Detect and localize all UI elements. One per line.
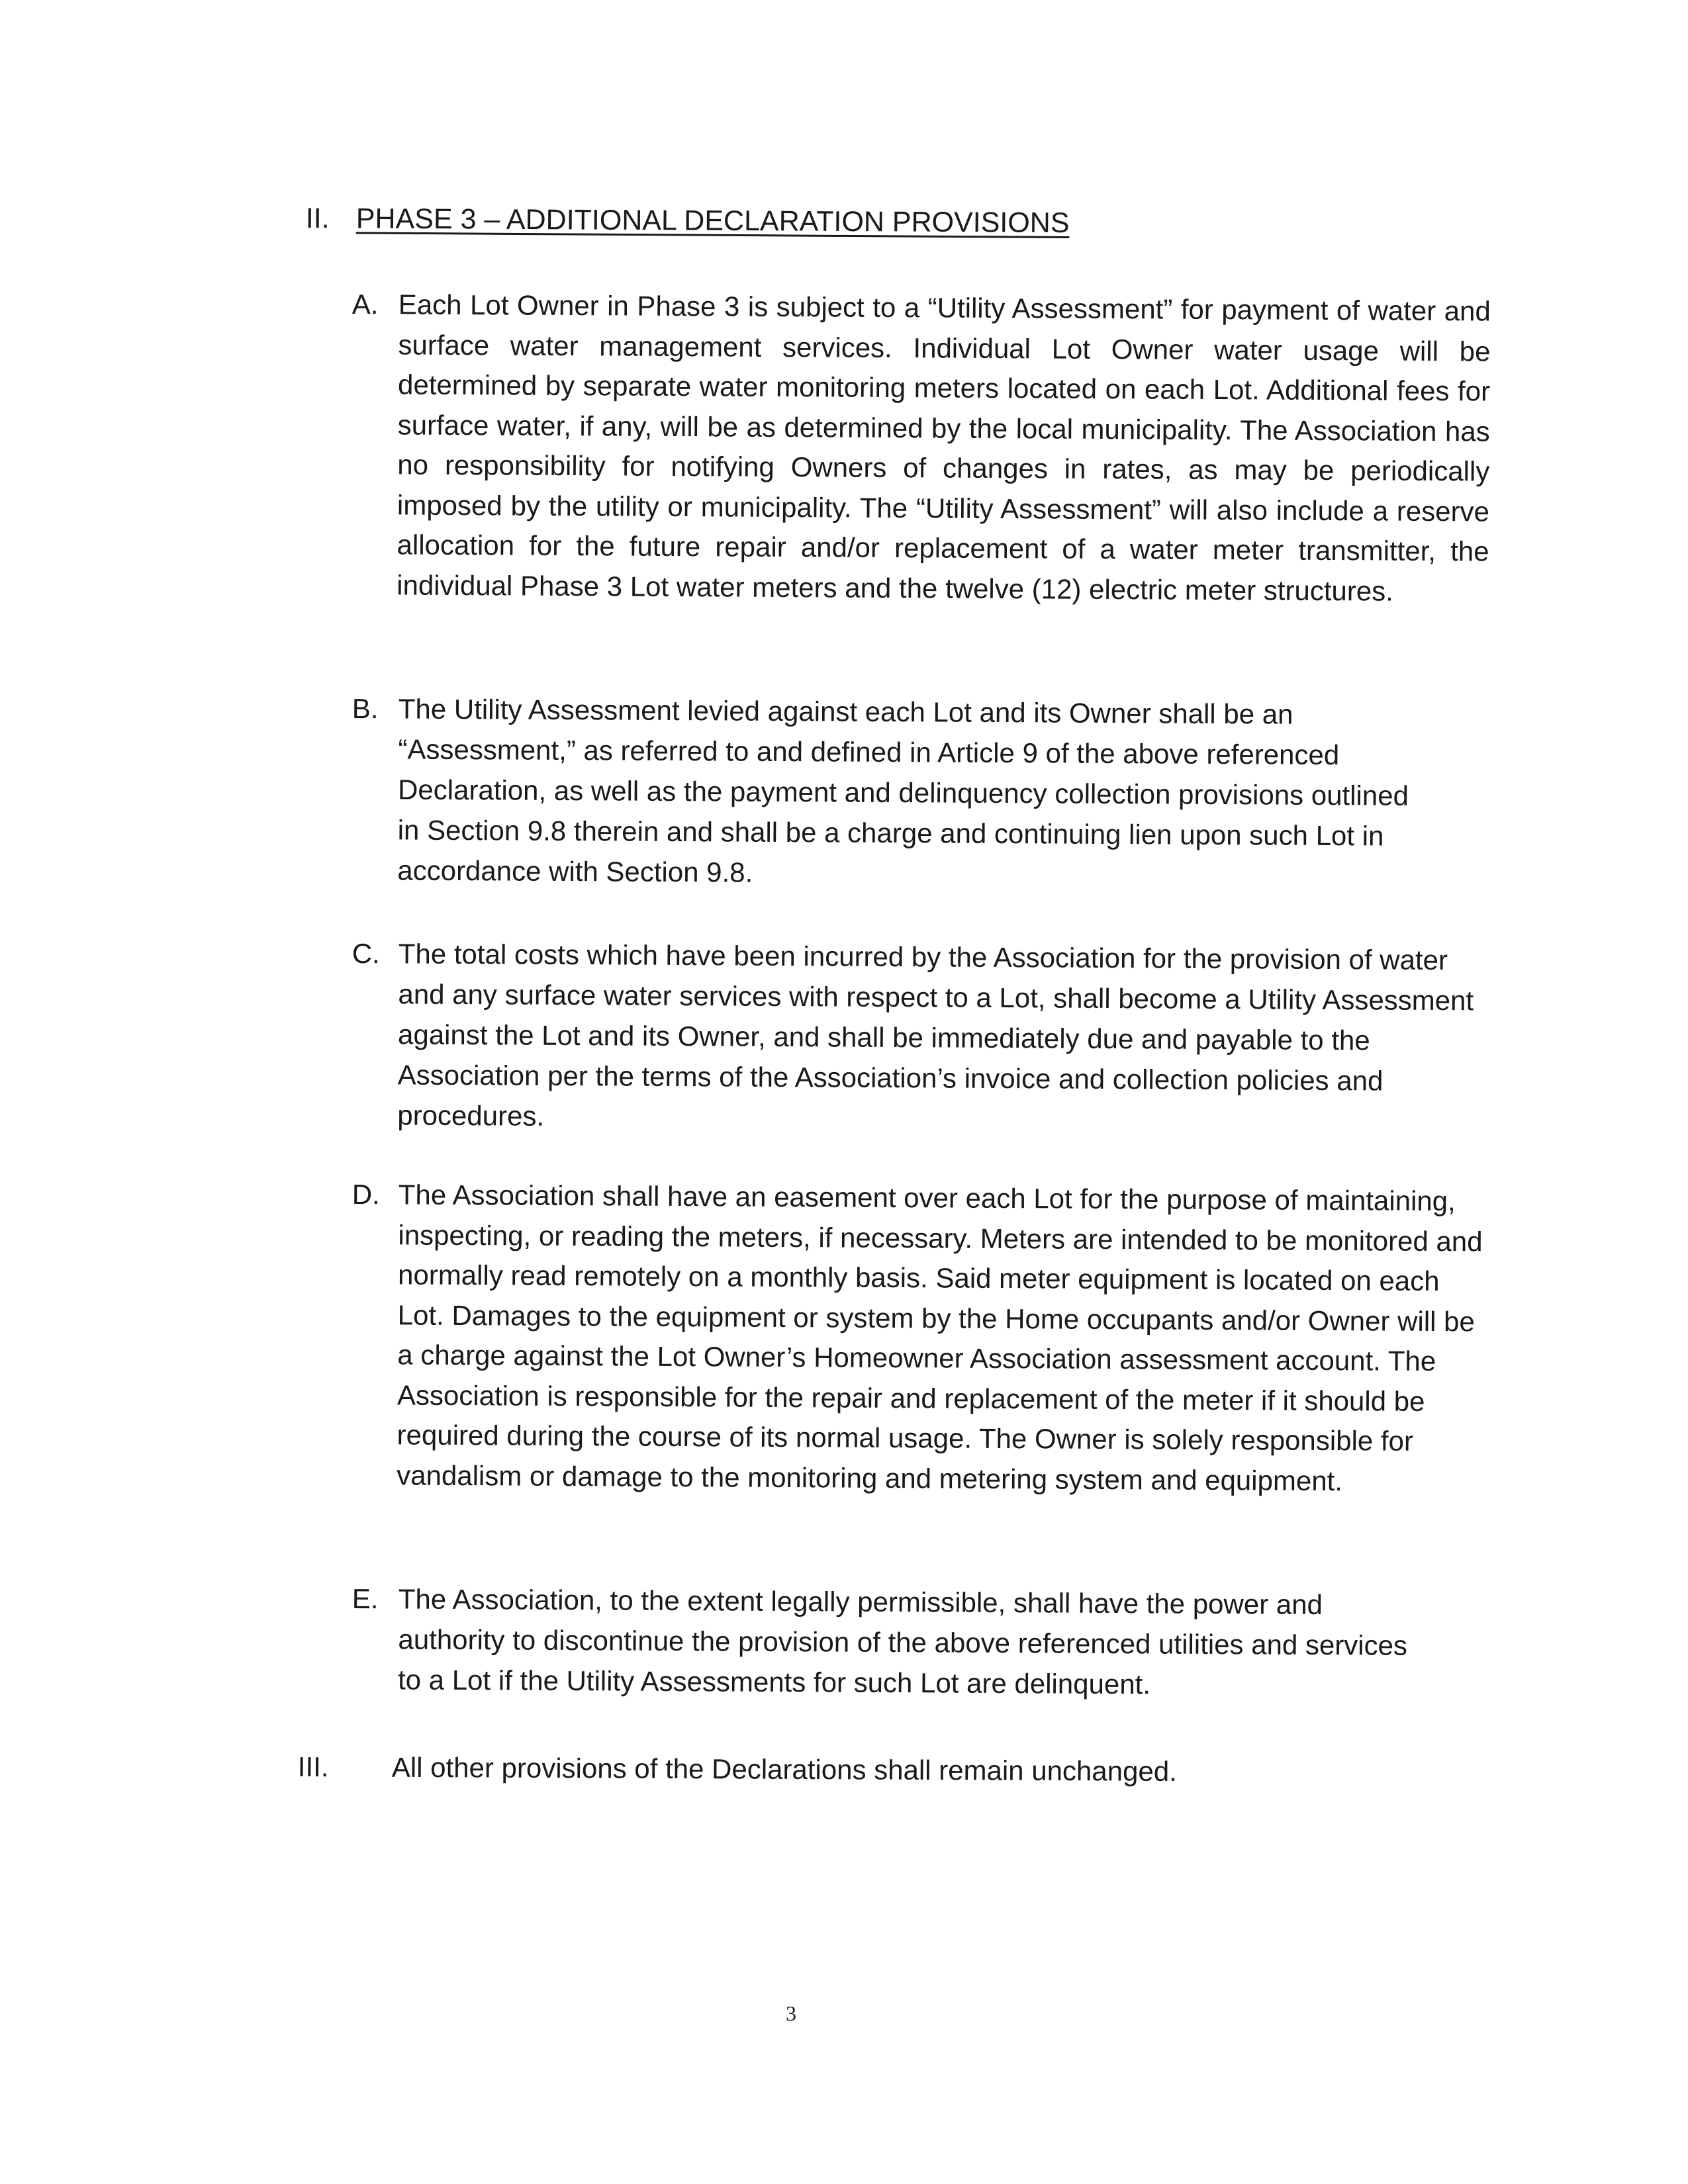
provision-a — [350, 285, 1491, 612]
provision-a-letter: A. — [352, 288, 379, 320]
provision-d-letter: D. — [352, 1178, 380, 1210]
section-iii-text: All other provisions of the Declarations shall remain unchanged. — [391, 1751, 1177, 1787]
section-ii-title: PHASE 3 – ADDITIONAL DECLARATION PROVISIONS — [355, 203, 1070, 240]
section-iii-numeral: III. — [297, 1751, 329, 1783]
section-ii-heading — [306, 199, 1431, 245]
provision-c — [351, 933, 1491, 1142]
provision-d-text: The Association shall have an easement over each Lot for the purpose of maintaining, inspecting, or reading the meters, if necessary. Meters are intended to be monitored and normally read remotely on a monthly basis. Said meter equipment is located on each Lot. Damages to the equipment or system by the Home occupants and/or Owner will be a charge against the Lot Owner’s Homeowner Association assessment account. The Association is responsible for the repair and replacement of the meter if it should be required during the course of its normal usage. The Owner is solely responsible for vandalism or damage to the monitoring and metering system and equipment. — [397, 1179, 1483, 1496]
section-iii — [298, 1747, 1489, 1793]
provision-b — [351, 688, 1491, 897]
provision-d — [350, 1175, 1491, 1502]
provision-e — [352, 1578, 1491, 1707]
provision-e-letter: E. — [352, 1582, 379, 1615]
provision-c-letter: C. — [352, 937, 380, 970]
provision-b-text: The Utility Assessment levied against each Lot and its Owner shall be an “Assessment,” as referred to and defined in Article 9 of the above referenced Declaration, as well as the payment and delinquency collection provisions outlined in Section 9.8 therein and shall be a charge and continuing lien upon such Lot in accordance with Section 9.8. — [397, 693, 1409, 888]
page-number: 3 — [786, 2001, 796, 2025]
section-ii-numeral: II. — [305, 202, 330, 235]
provision-c-text: The total costs which have been incurred by the Association for the provision of water and any surface water services with respect to a Lot, shall become a Utility Assessment against the Lot and its Owner, and shall be immediately due and payable to the Association per the terms of the Association’s invoice and collection policies and procedures. — [397, 938, 1474, 1132]
provision-e-text: The Association, to the extent legally permissible, shall have the power and authority to discontinue the provision of the above referenced utilities and services to a Lot if the Utility Assessments for such Lot are delinquent. — [397, 1583, 1408, 1700]
provision-a-text: Each Lot Owner in Phase 3 is subject to a “Utility Assessment” for payment of water and surface water management services. Individual Lot Owner water usage will be determined by separate water monitoring meters located on each Lot. Additional fees for surface water, if any, will be as determined by the local municipality. The Association has no responsibility for notifying Owners of changes in rates, as may be periodically imposed by the utility or municipality. The “Utility Assessment” will also include a reserve allocation for the future repair and/or replacement of a water meter transmitter, the individual Phase 3 Lot water meters and the twelve (12) electric meter structures. — [397, 289, 1491, 607]
provision-b-letter: B. — [352, 692, 379, 725]
